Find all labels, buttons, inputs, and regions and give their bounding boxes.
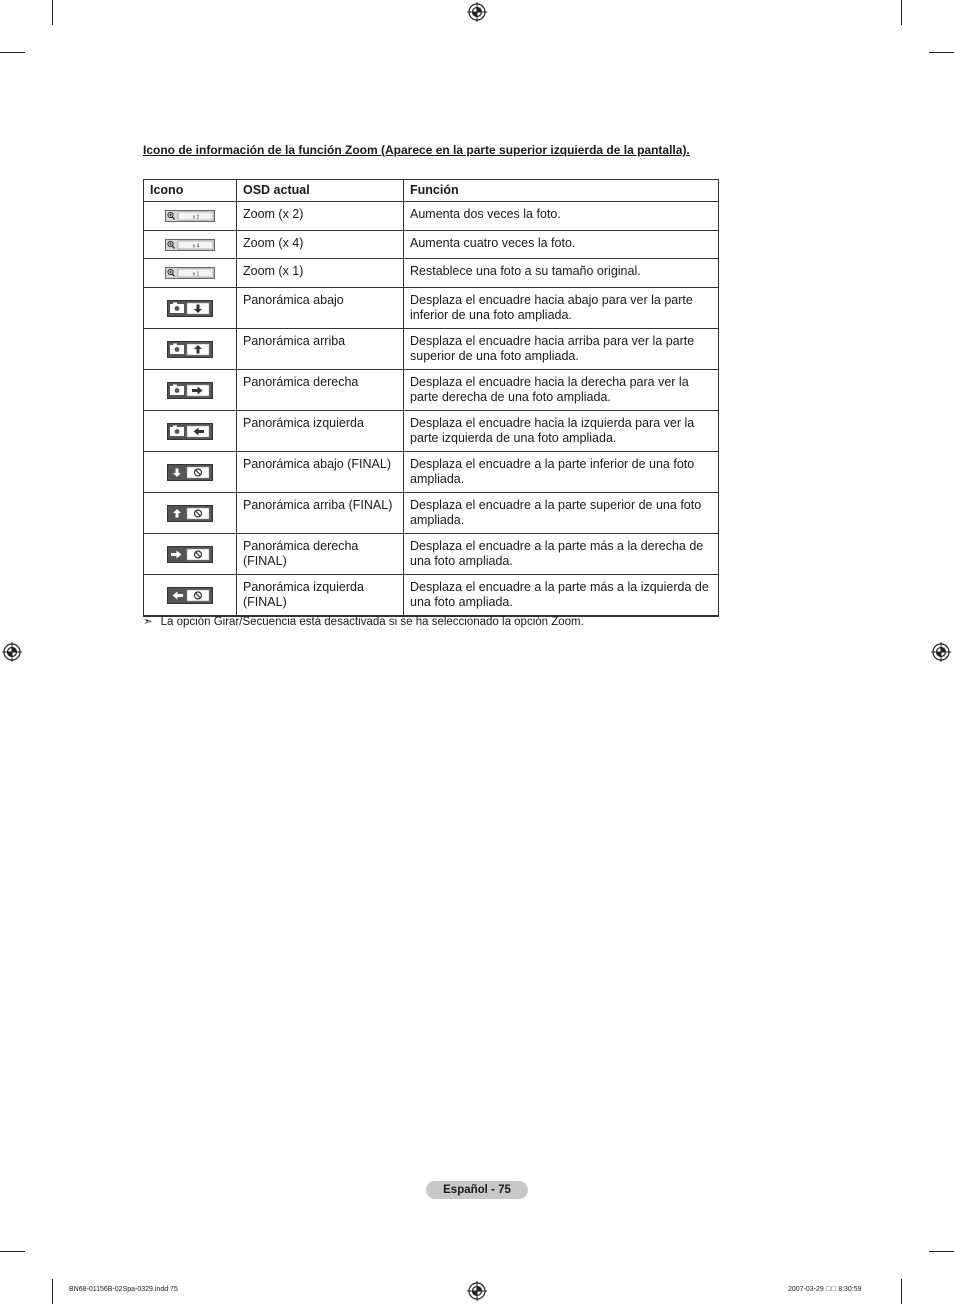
- function-cell: Desplaza el encuadre a la parte superior de una foto ampliada.: [404, 493, 719, 534]
- pan-down-icon: [167, 300, 213, 314]
- table-row: [144, 288, 719, 329]
- table-row: [144, 259, 719, 288]
- icon-cell: [144, 329, 237, 370]
- table-header-row: [144, 180, 719, 202]
- registration-mark-icon: [467, 1281, 487, 1301]
- zoom-x2-icon: [165, 209, 215, 223]
- icon-cell: [144, 534, 237, 575]
- table-row: [144, 452, 719, 493]
- table-row: [144, 493, 719, 534]
- page-number-badge: Español - 75: [426, 1181, 528, 1199]
- pan-right-final-icon: [167, 546, 213, 560]
- print-slug-right: 2007-03-29 ￿￿ 8:30:59: [788, 1286, 862, 1293]
- column-header-function: Función: [404, 180, 719, 202]
- osd-cell: Zoom (x 1): [237, 259, 404, 288]
- osd-cell: Panorámica derecha: [237, 370, 404, 411]
- pan-up-final-icon: [167, 505, 213, 519]
- note-arrow-icon: ➣: [143, 616, 153, 628]
- section-heading: Icono de información de la función Zoom (Aparece en la parte superior izquierda de la pantalla).: [143, 143, 690, 157]
- icon-cell: [144, 575, 237, 617]
- crop-mark: [901, 1279, 902, 1304]
- crop-mark: [52, 0, 53, 25]
- icon-cell: [144, 288, 237, 329]
- registration-mark-icon: [931, 642, 951, 662]
- icon-cell: [144, 411, 237, 452]
- function-cell: Restablece una foto a su tamaño original.: [404, 259, 719, 288]
- osd-cell: Zoom (x 2): [237, 202, 404, 231]
- table-row: [144, 411, 719, 452]
- icon-cell: [144, 370, 237, 411]
- crop-mark: [929, 52, 954, 53]
- function-cell: Desplaza el encuadre hacia abajo para ver la parte inferior de una foto ampliada.: [404, 288, 719, 329]
- table-row: [144, 202, 719, 231]
- function-cell: Desplaza el encuadre hacia arriba para ver la parte superior de una foto ampliada.: [404, 329, 719, 370]
- osd-cell: Panorámica arriba: [237, 329, 404, 370]
- table-row: [144, 534, 719, 575]
- function-cell: Desplaza el encuadre a la parte más a la derecha de una foto ampliada.: [404, 534, 719, 575]
- zoom-level-label: x 4: [192, 243, 200, 250]
- table-row: [144, 231, 719, 259]
- osd-cell: Panorámica arriba (FINAL): [237, 493, 404, 534]
- function-cell: Aumenta dos veces la foto.: [404, 202, 719, 231]
- osd-cell: Panorámica izquierda (FINAL): [237, 575, 404, 617]
- pan-down-final-icon: [167, 464, 213, 478]
- function-cell: Desplaza el encuadre a la parte inferior de una foto ampliada.: [404, 452, 719, 493]
- icon-cell: [144, 202, 237, 231]
- zoom-x4-icon: [165, 237, 215, 251]
- table-row: [144, 575, 719, 617]
- zoom-x1-icon: [165, 266, 215, 280]
- pan-up-icon: [167, 341, 213, 355]
- icon-cell: [144, 493, 237, 534]
- crop-mark: [52, 1279, 53, 1304]
- table-row: [144, 329, 719, 370]
- crop-mark: [0, 1251, 25, 1252]
- registration-mark-icon: [2, 642, 22, 662]
- icon-cell: [144, 231, 237, 259]
- pan-right-icon: [167, 382, 213, 396]
- note: [143, 614, 584, 628]
- osd-cell: Panorámica derecha (FINAL): [237, 534, 404, 575]
- column-header-icon: Icono: [144, 180, 237, 202]
- osd-cell: Panorámica abajo (FINAL): [237, 452, 404, 493]
- osd-cell: Panorámica abajo: [237, 288, 404, 329]
- print-slug-left: BN68-01156B-02Spa-0329.indd 75: [69, 1286, 178, 1293]
- function-cell: Aumenta cuatro veces la foto.: [404, 231, 719, 259]
- pan-left-icon: [167, 423, 213, 437]
- osd-cell: Panorámica izquierda: [237, 411, 404, 452]
- table-row: [144, 370, 719, 411]
- zoom-info-table: [143, 179, 719, 617]
- function-cell: Desplaza el encuadre hacia la derecha para ver la parte derecha de una foto ampliada.: [404, 370, 719, 411]
- column-header-osd: OSD actual: [237, 180, 404, 202]
- note-text: La opción Girar/Secuencia está desactivada si se ha seleccionado la opción Zoom.: [160, 616, 584, 628]
- registration-mark-icon: [467, 2, 487, 22]
- crop-mark: [901, 0, 902, 25]
- crop-mark: [929, 1251, 954, 1252]
- zoom-level-label: x 1: [192, 271, 200, 278]
- zoom-level-label: x 2: [192, 214, 200, 221]
- pan-left-final-icon: [167, 587, 213, 601]
- function-cell: Desplaza el encuadre hacia la izquierda para ver la parte izquierda de una foto ampliada.: [404, 411, 719, 452]
- crop-mark: [0, 52, 25, 53]
- osd-cell: Zoom (x 4): [237, 231, 404, 259]
- icon-cell: [144, 259, 237, 288]
- function-cell: Desplaza el encuadre a la parte más a la izquierda de una foto ampliada.: [404, 575, 719, 617]
- icon-cell: [144, 452, 237, 493]
